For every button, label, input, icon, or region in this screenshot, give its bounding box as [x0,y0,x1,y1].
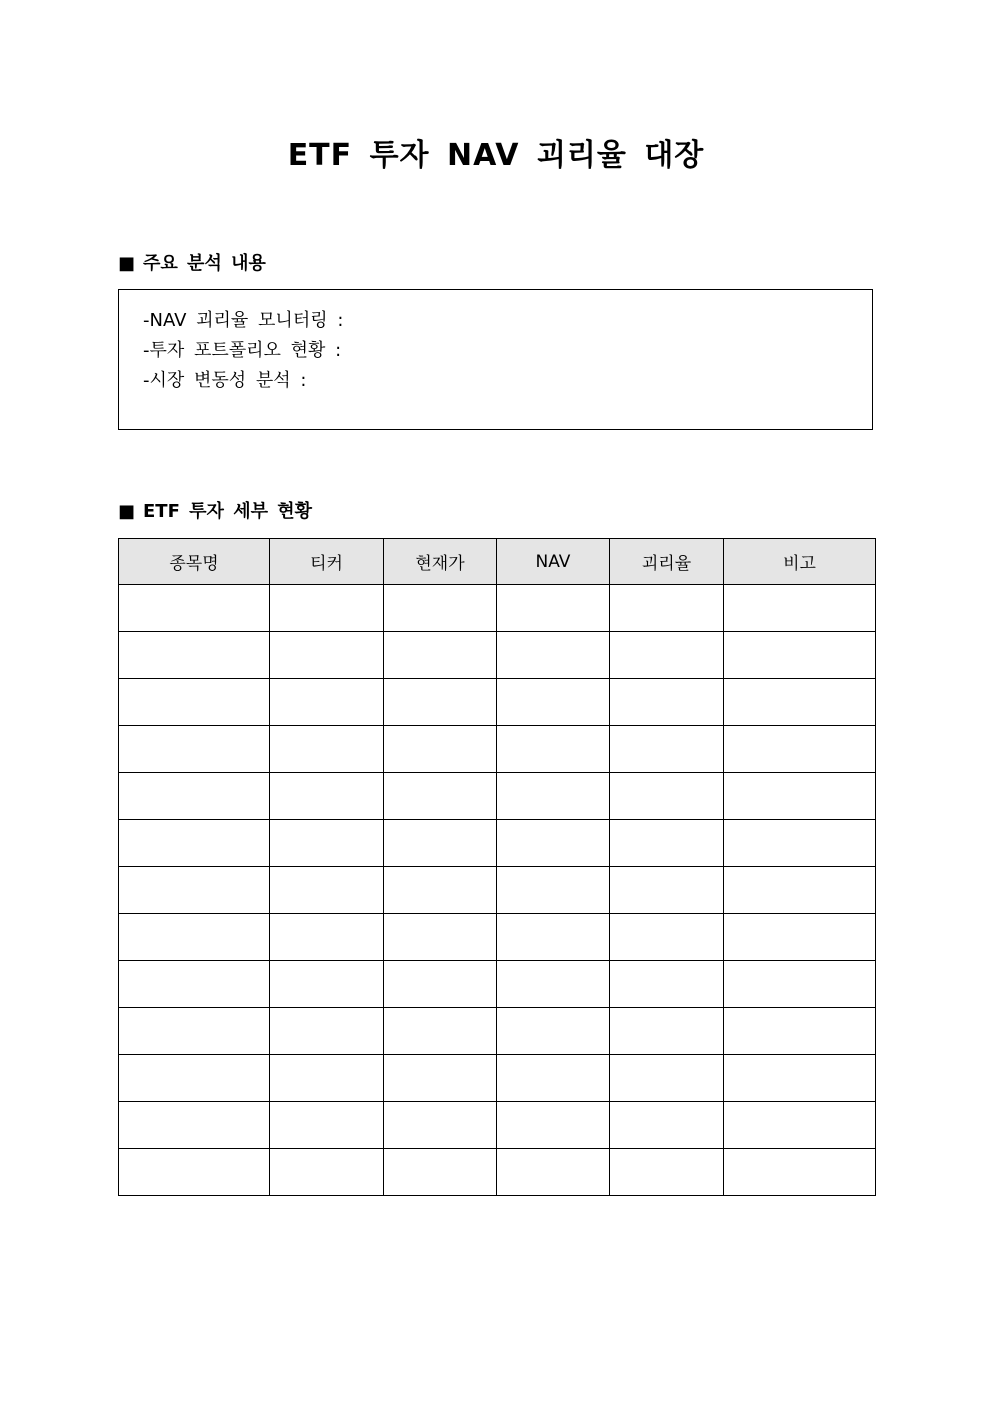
table-cell[interactable] [384,679,497,726]
table-cell[interactable] [384,961,497,1008]
table-cell[interactable] [724,679,876,726]
table-cell[interactable] [497,1149,610,1196]
table-cell[interactable] [119,1149,270,1196]
table-cell[interactable] [119,867,270,914]
table-cell[interactable] [119,1008,270,1055]
table-row [119,726,876,773]
table-cell[interactable] [724,1055,876,1102]
summary-line-market-volatility: -시장 변동성 분석 : [143,370,307,391]
table-cell[interactable] [270,585,384,632]
table-cell[interactable] [384,585,497,632]
table-cell[interactable] [270,1102,384,1149]
table-cell[interactable] [119,726,270,773]
table-cell[interactable] [497,820,610,867]
table-cell[interactable] [270,679,384,726]
table-cell[interactable] [270,914,384,961]
table-row [119,679,876,726]
table-row [119,867,876,914]
table-cell[interactable] [384,1149,497,1196]
table-cell[interactable] [119,585,270,632]
table-cell[interactable] [497,585,610,632]
table-cell[interactable] [497,1008,610,1055]
column-header-deviation: 괴리율 [610,539,724,585]
table-cell[interactable] [384,1055,497,1102]
table-cell[interactable] [724,820,876,867]
table-cell[interactable] [384,914,497,961]
section-heading-summary-label: 주요 분석 내용 [143,253,266,274]
table-row [119,632,876,679]
table-cell[interactable] [270,1055,384,1102]
table-row [119,1102,876,1149]
table-cell[interactable] [610,726,724,773]
section-heading-detail-label: ETF 투자 세부 현황 [143,501,313,522]
section-heading-summary [118,252,266,276]
etf-detail-table [118,538,876,1196]
square-bullet-icon: ■ [118,501,136,522]
table-cell[interactable] [384,867,497,914]
table-cell[interactable] [610,1055,724,1102]
table-cell[interactable] [270,773,384,820]
table-cell[interactable] [724,773,876,820]
table-cell[interactable] [497,1055,610,1102]
summary-line-portfolio-status: -투자 포트폴리오 현황 : [143,340,342,361]
table-cell[interactable] [119,961,270,1008]
column-header-remarks: 비고 [724,539,876,585]
table-cell[interactable] [119,632,270,679]
page-title: ETF 투자 NAV 괴리율 대장 [287,138,705,173]
table-cell[interactable] [724,914,876,961]
table-row [119,1055,876,1102]
table-row [119,1149,876,1196]
table-cell[interactable] [384,820,497,867]
table-cell[interactable] [270,961,384,1008]
table-row [119,820,876,867]
table-row [119,1008,876,1055]
table-header-row [119,539,876,585]
table-cell[interactable] [497,632,610,679]
table-cell[interactable] [497,1102,610,1149]
square-bullet-icon: ■ [118,253,136,274]
table-cell[interactable] [724,961,876,1008]
table-cell[interactable] [270,1008,384,1055]
column-header-name: 종목명 [119,539,270,585]
table-cell[interactable] [610,961,724,1008]
table-cell[interactable] [610,914,724,961]
table-cell[interactable] [724,585,876,632]
table-cell[interactable] [724,1008,876,1055]
section-heading-detail [118,500,312,524]
summary-box [118,289,873,430]
table-cell[interactable] [119,679,270,726]
table-cell[interactable] [724,1149,876,1196]
table-cell[interactable] [724,726,876,773]
table-cell[interactable] [610,1008,724,1055]
summary-line-nav-monitoring: -NAV 괴리율 모니터링 : [143,310,344,331]
table-row [119,773,876,820]
table-cell[interactable] [384,1008,497,1055]
table-cell[interactable] [724,1102,876,1149]
table-cell[interactable] [610,820,724,867]
table-cell[interactable] [610,1102,724,1149]
table-cell[interactable] [497,867,610,914]
table-cell[interactable] [270,867,384,914]
table-cell[interactable] [610,585,724,632]
table-cell[interactable] [119,914,270,961]
table-cell[interactable] [119,1102,270,1149]
table-cell[interactable] [610,773,724,820]
table-cell[interactable] [384,1102,497,1149]
table-cell[interactable] [610,679,724,726]
column-header-price: 현재가 [384,539,497,585]
table-cell[interactable] [119,773,270,820]
table-cell[interactable] [724,632,876,679]
table-row [119,961,876,1008]
table-cell[interactable] [497,679,610,726]
table-cell[interactable] [384,632,497,679]
table-cell[interactable] [270,632,384,679]
column-header-ticker: 티커 [270,539,384,585]
table-row [119,914,876,961]
table-cell[interactable] [497,961,610,1008]
table-cell[interactable] [119,820,270,867]
table-cell[interactable] [384,773,497,820]
table-cell[interactable] [610,867,724,914]
table-cell[interactable] [497,726,610,773]
column-header-nav: NAV [497,539,610,585]
table-cell[interactable] [384,726,497,773]
table-row [119,585,876,632]
table-cell[interactable] [610,632,724,679]
table-cell[interactable] [270,820,384,867]
table-cell[interactable] [270,726,384,773]
table-cell[interactable] [497,773,610,820]
table-cell[interactable] [497,914,610,961]
table-cell[interactable] [270,1149,384,1196]
table-cell[interactable] [724,867,876,914]
table-cell[interactable] [610,1149,724,1196]
table-body [119,585,876,1196]
table-cell[interactable] [119,1055,270,1102]
